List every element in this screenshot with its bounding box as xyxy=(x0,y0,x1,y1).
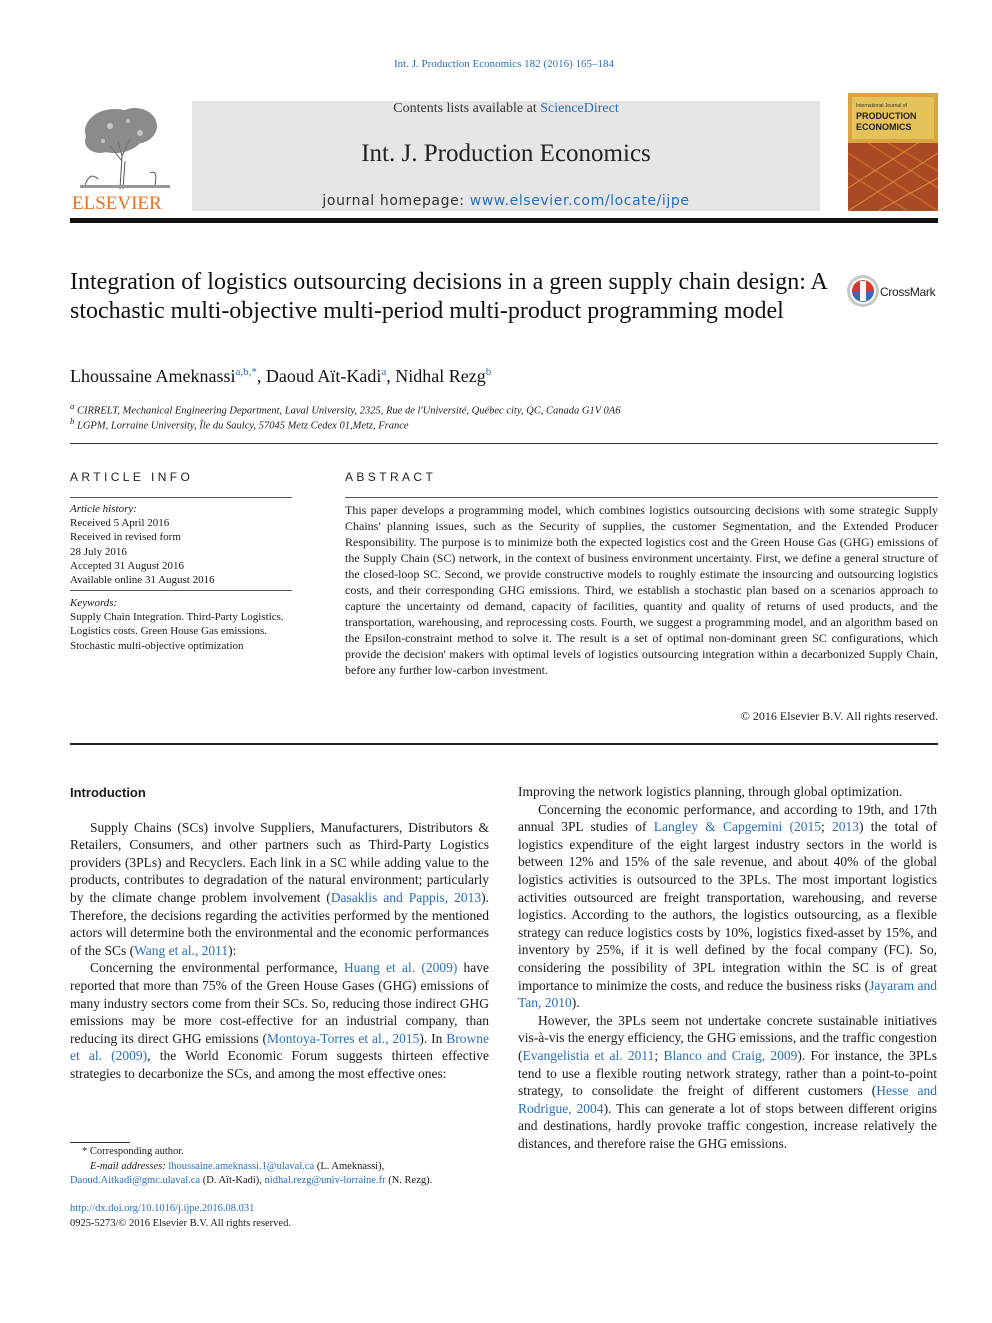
divider xyxy=(70,590,292,591)
author-list xyxy=(70,366,930,387)
citation-link[interactable]: Blanco and Craig, 2009 xyxy=(663,1047,798,1063)
article-info-heading: ARTICLE INFO xyxy=(70,470,194,484)
svg-text:ELSEVIER: ELSEVIER xyxy=(72,193,162,213)
sciencedirect-link[interactable]: ScienceDirect xyxy=(540,101,619,116)
crossmark-badge[interactable] xyxy=(846,273,946,313)
article-history xyxy=(70,502,292,587)
contents-prefix: Contents lists available at xyxy=(393,101,541,116)
body-right-column xyxy=(518,783,937,1152)
history-label: Article history: xyxy=(70,503,137,515)
abstract-heading: ABSTRACT xyxy=(345,470,437,484)
keywords-label: Keywords: xyxy=(70,597,118,609)
body-paragraph xyxy=(70,959,489,1082)
svg-text:International Journal of: International Journal of xyxy=(856,103,907,109)
text-run: Supply Chains (SCs) involve Suppliers, Manufacturers, Distributors & Retailers, Consumers, and other partners such as Third-Party Logistics providers (3PLs) and Recyclers. Each link in a SC while adding value to the products, contributes to degradation of the natural environment; particularly by the climate change problem involvement ( xyxy=(70,819,489,905)
abstract-text: This paper develops a programming model, which combines logistics outsourcing decisions with some strategic Supply Chains' planning issues, such as the Security of supplies, the customer Segmentation, and the Extended Producer Responsibility. The purpose is to minimize both the expected logistics cost and the Green House Gas (GHG) emissions of the Supply Chain (SC) network, in the context of business environment uncertainty. First, we define a general structure of the closed-loop SC. Second, we provide constructive models to roughly estimate the insourcing and outsourcing logistics costs, and their corresponding GHG emissions. Third, we establish a stochastic plan based on a scenarios approach to capture the uncertainty od demand, capacity of facilities, quantity and quality of returns of used products, and the transportation, warehousing, and reprocessing costs. Fourth, we suggest a programming model, and an algorithm based on the Epsilon-constraint method to solve it. The result is a set of optimal non-dominant green SC configurations, which provide the decision' makers with optimal levels of logistics outsourcing integration within a decarbonized Supply Chain, before any further low-carbon investment. xyxy=(345,503,938,677)
affiliation-mark: b xyxy=(70,416,75,426)
elsevier-logo xyxy=(70,101,180,213)
citation-link[interactable]: Evangelistia et al. 2011 xyxy=(522,1047,655,1063)
text-run: ). This can generate a lot of stops between different origins and destinations, hardly provoke traffic congestion, increase relatively the distances, and therefore raise the GHG emissions. xyxy=(518,1100,937,1151)
text-run: Concerning the economic performance, and according to 19th, and 17th annual 3PL studies of xyxy=(518,801,937,835)
history-item: Received 5 April 2016 xyxy=(70,517,170,530)
text-run: ). For instance, the 3PLs tend to use a flexible routing network strategy, rather than a point-to-point strategy, to consolidate the freight of different customers ( xyxy=(518,1047,937,1099)
history-item: Received in revised form xyxy=(70,531,181,544)
email-owner: (D. Aït-Kadi), xyxy=(200,1175,265,1186)
affiliation-text: LGPM, Lorraine University, Île du Saulcy, 57045 Metz Cedex 01,Metz, France xyxy=(77,420,409,432)
text-run: , the World Economic Forum suggests thirteen effective strategies to decarbonize the SCs, and among the most effective ones: xyxy=(70,1048,489,1081)
divider xyxy=(70,743,938,745)
text-run: Concerning the environmental performance, xyxy=(90,960,344,976)
doi-link[interactable]: http://dx.doi.org/10.1016/j.ijpe.2016.08.031 xyxy=(70,1203,255,1214)
homepage-prefix: journal homepage: xyxy=(322,193,470,209)
affiliation-mark: a xyxy=(70,401,75,411)
author-marks[interactable]: a xyxy=(381,366,387,378)
divider xyxy=(70,443,938,444)
doi-block xyxy=(70,1201,291,1231)
citation-link[interactable]: Huang et al. (2009) xyxy=(343,960,458,976)
author-marks[interactable]: a,b,* xyxy=(235,366,257,378)
citation-link[interactable]: Wang et al., 2011 xyxy=(134,942,229,958)
footnote xyxy=(70,1145,500,1189)
email-label: E-mail addresses: xyxy=(90,1160,166,1172)
email-owner: (N. Rezg). xyxy=(385,1175,433,1186)
keywords-text: Supply Chain Integration. Third-Party Logistics. Logistics costs. Green House Gas emissions. Stochastic multi-objective optimization xyxy=(70,611,284,652)
header-rule xyxy=(70,218,938,223)
footnote-rule xyxy=(70,1142,130,1143)
citation-link[interactable]: Hesse and Rodrigue, 2004 xyxy=(518,1083,937,1116)
body-paragraph xyxy=(70,819,489,960)
text-run: ): xyxy=(228,942,237,958)
citation-link[interactable]: Montoya-Torres et al., 2015 xyxy=(267,1030,420,1046)
body-left-column xyxy=(70,783,489,1083)
text-run: ) the total of logistics expenditure of the eight largest industry sectors in the world is between 12% and 15% of the sale revenue, and about 40% of the global logistics activities is outsourced to the 3PLs. The most important logistics activities outsourced are freight transportation, warehousing, and reverse logistics. According to the authors, the logistics outsourcing, as a flexible strategy can reduce logistics costs by 10%, logistics fixed-asset by 15%, and inventory by 25%, if it is well defined by the focal company (FC). So, considering the possibility of 3PL integration within the SC is of great importance to minimize the costs, and reduce the business risks ( xyxy=(518,819,938,993)
svg-text:PRODUCTION: PRODUCTION xyxy=(856,111,917,121)
text-run: ). In xyxy=(419,1030,447,1046)
corresponding-author-note: * Corresponding author. xyxy=(82,1146,184,1157)
email-link[interactable]: lhoussaine.ameknassi.1@ulaval.ca xyxy=(168,1160,315,1172)
citation-link[interactable]: 2013 xyxy=(832,819,860,835)
text-run: ; xyxy=(654,1047,664,1063)
author-name[interactable]: Lhoussaine Ameknassi xyxy=(70,366,236,386)
journal-citation[interactable]: Int. J. Production Economics 182 (2016) 165–184 xyxy=(394,58,614,70)
email-link[interactable]: Daoud.Aitkadi@gmc.ulaval.ca xyxy=(70,1175,201,1186)
divider xyxy=(70,497,292,498)
text-run: ). Therefore, the decisions regarding the activities performed by the mentioned actors will determine both the environmental and the economic performances of the SCs ( xyxy=(70,889,489,958)
citation-link[interactable]: Browne et al. (2009) xyxy=(70,1030,489,1064)
email-owner: (L. Ameknassi), xyxy=(314,1160,385,1172)
text-run: ; xyxy=(821,819,833,835)
author-marks[interactable]: b xyxy=(485,366,492,378)
homepage-line xyxy=(192,193,820,209)
text-run: However, the 3PLs seem not undertake concrete sustainable initiatives vis-à-vis the energy efficiency, the GHG emissions, and the traffic congestion ( xyxy=(518,1012,938,1063)
author-sep: , xyxy=(256,366,266,386)
journal-cover-image xyxy=(848,93,938,211)
history-item: Available online 31 August 2016 xyxy=(70,574,215,587)
journal-name: Int. J. Production Economics xyxy=(361,140,651,167)
divider xyxy=(345,497,938,498)
svg-text:CrossMark: CrossMark xyxy=(880,285,936,299)
history-item: Accepted 31 August 2016 xyxy=(70,559,184,572)
abstract-copyright: © 2016 Elsevier B.V. All rights reserved. xyxy=(740,709,938,723)
citation-link[interactable]: Langley & Capgemini (2015 xyxy=(653,819,821,835)
svg-text:ECONOMICS: ECONOMICS xyxy=(856,122,912,132)
homepage-link[interactable]: www.elsevier.com/locate/ijpe xyxy=(469,193,690,209)
article-title: Integration of logistics outsourcing decisions in a green supply chain design: A stochastic multi-objective multi-period multi-product programming model xyxy=(70,269,827,324)
text-run: ). xyxy=(571,995,580,1011)
elsevier-tree-icon xyxy=(70,101,180,213)
citation-link[interactable]: Jayaram and Tan, 2010 xyxy=(518,977,937,1011)
section-heading-introduction: Introduction xyxy=(70,785,146,800)
text-run: have reported that more than 75% of the Green House Gases (GHG) emissions of many industry sectors come from their SCs. So, reducing those indirect GHG emissions may be more cost-effective for an industrial company, than reducing its direct GHG emissions ( xyxy=(70,960,489,1046)
affiliation-a xyxy=(70,401,930,417)
citation-link[interactable]: Dasaklis and Pappis, 2013 xyxy=(330,889,482,905)
author-sep: , xyxy=(386,366,396,386)
author-name[interactable]: Daoud Aït-Kadi xyxy=(265,366,382,386)
issn-line: 0925-5273/© 2016 Elsevier B.V. All rights reserved. xyxy=(70,1218,291,1229)
body-paragraph xyxy=(518,801,937,1012)
email-link[interactable]: nidhal.rezg@univ-lorraine.fr xyxy=(264,1175,386,1186)
author-name[interactable]: Nidhal Rezg xyxy=(395,366,486,386)
history-item: 28 July 2016 xyxy=(70,545,127,558)
keywords xyxy=(70,596,292,653)
affiliation-b xyxy=(70,416,930,432)
affiliation-text: CIRRELT, Mechanical Engineering Department, Laval University, 2325, Rue de l'Université, Québec city, QC, Canada G1V 0A6 xyxy=(77,405,621,417)
body-paragraph: Improving the network logistics planning, through global optimization. xyxy=(518,784,903,799)
contents-line xyxy=(192,101,820,117)
body-paragraph xyxy=(518,1012,937,1153)
